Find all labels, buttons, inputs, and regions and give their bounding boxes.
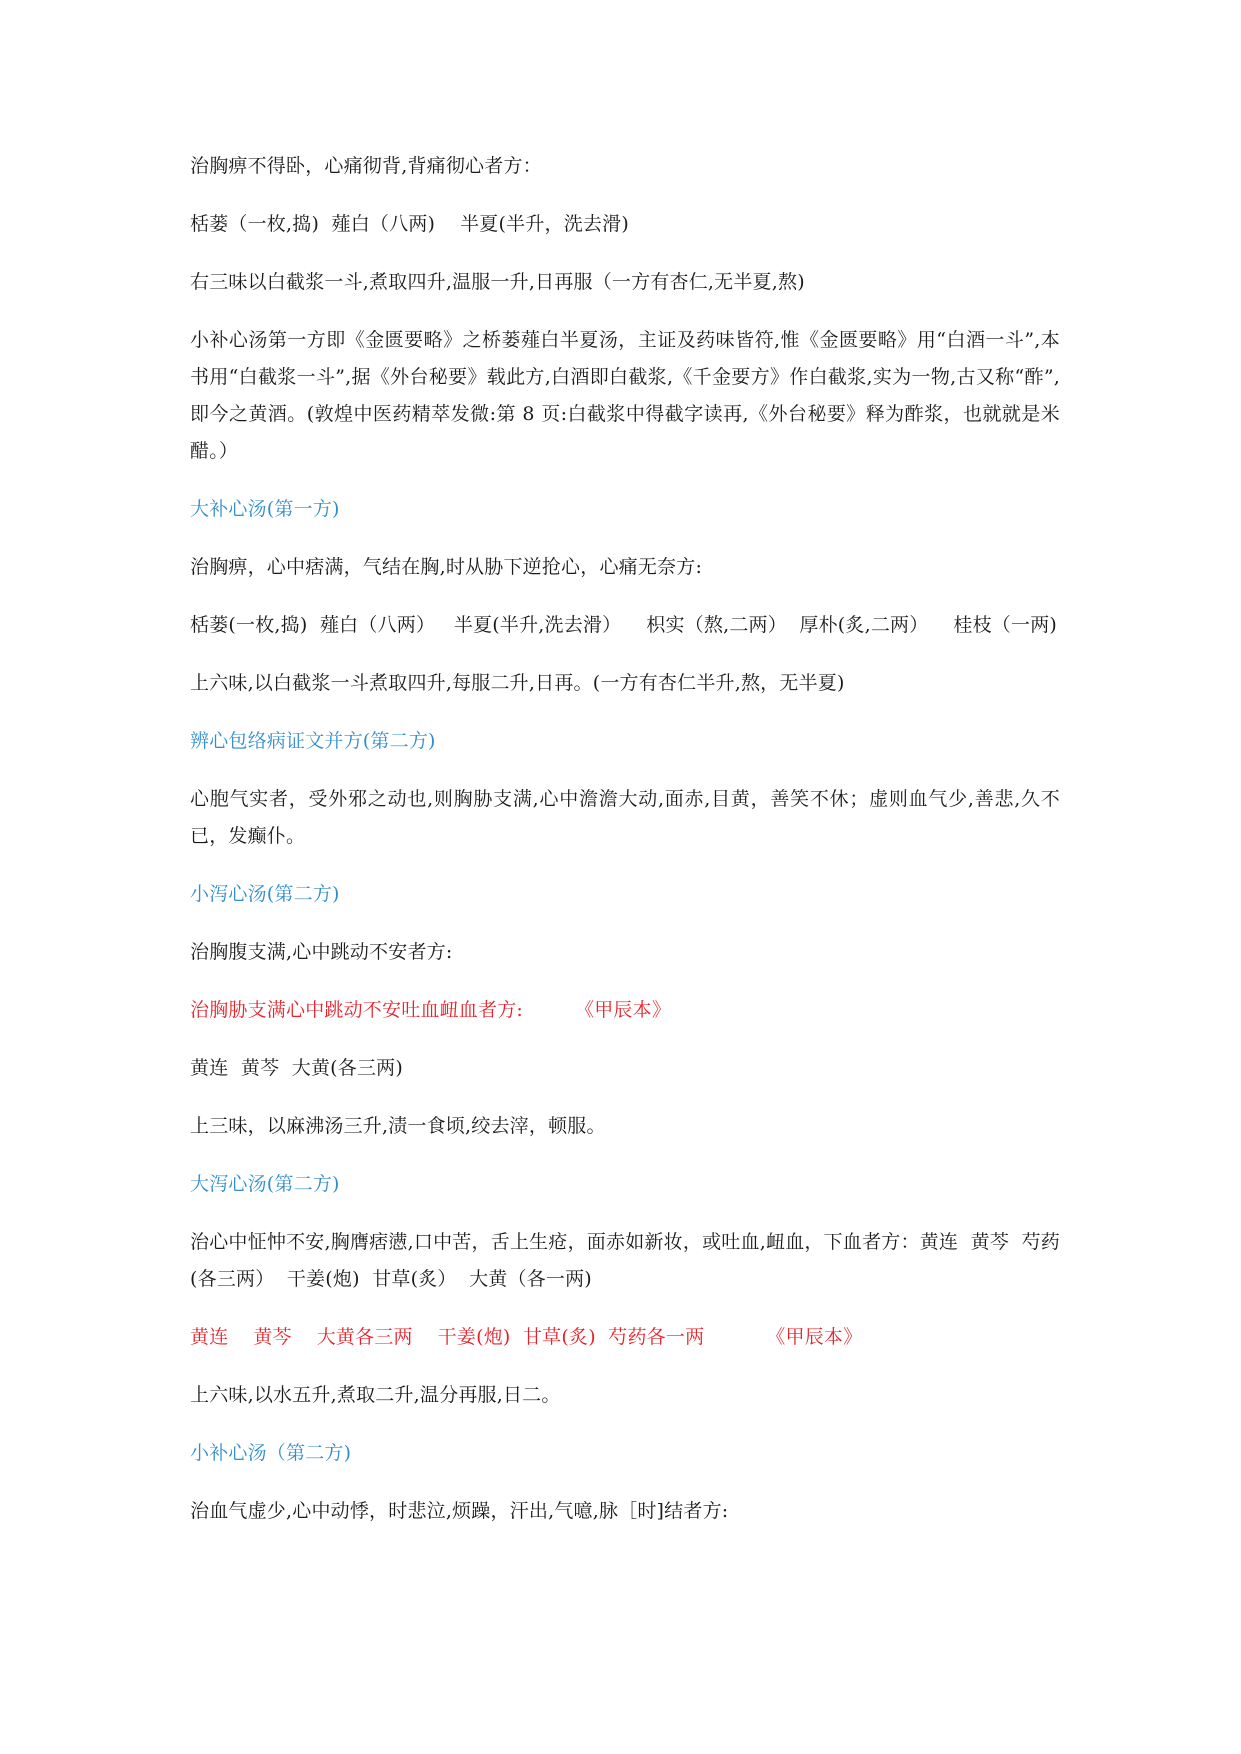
document-page <box>190 148 1060 1551</box>
paragraph-10: 心胞气实者，受外邪之动也,则胸胁支满,心中澹澹大动,面赤,目黄，善笑不休；虚则血气少,善悲,久不已，发癫仆。 <box>190 788 1060 847</box>
variant-source: 《甲辰本》 <box>575 999 672 1021</box>
variant-note-2 <box>190 1319 1060 1356</box>
section-heading-dabuxin: 大补心汤(第一方) <box>190 498 340 520</box>
paragraph-8: 上六味,以白截浆一斗煮取四升,每服二升,日再。(一方有杏仁半升,熬，无半夏) <box>190 672 845 694</box>
section-heading-daxiexin: 大泻心汤(第二方) <box>190 1173 340 1195</box>
paragraph-15: 上三味，以麻沸汤三升,渍一食顷,绞去滓，顿服。 <box>190 1115 606 1137</box>
paragraph-4: 小补心汤第一方即《金匮要略》之桥蒌薤白半夏汤，主证及药味皆符,惟《金匮要略》用“白酒一斗”,本书用“白截浆一斗”,据《外台秘要》载此方,白酒即白截浆,《千金要方》作白截浆,实为一物,古又称“酢”,即今之黄酒。(敦煌中医药精萃发微:第 8 页:白截浆中得截字读再,《外台秘要》释为酢浆，也就就是米醋。） <box>190 329 1060 462</box>
paragraph-19: 上六味,以水五升,煮取二升,温分再服,日二。 <box>190 1384 561 1406</box>
paragraph-14: 黄连 黄芩 大黄(各三两) <box>190 1057 403 1079</box>
paragraph-6: 治胸痹，心中痞满，气结在胸,时从胁下逆抢心，心痛无奈方: <box>190 556 703 578</box>
variant-source: 《甲辰本》 <box>766 1326 863 1348</box>
variant-note-text: 黄连 黄芩 大黄各三两 干姜(炮) 甘草(炙) 芍药各一两 <box>190 1326 705 1348</box>
variant-note-text: 治胸胁支满心中跳动不安吐血衄血者方: <box>190 999 524 1021</box>
paragraph-12: 治胸腹支满,心中跳动不安者方: <box>190 941 453 963</box>
paragraph-2: 栝蒌（一枚,捣) 薤白（八两) 半夏(半升，洗去滑) <box>190 213 629 235</box>
paragraph-21: 治血气虚少,心中动悸，时悲泣,烦躁，汗出,气噫,脉［时]结者方: <box>190 1500 729 1522</box>
paragraph-17: 治心中怔忡不安,胸膺痞懑,口中苦，舌上生疮，面赤如新妆，或吐血,衄血，下血者方：黄连 黄芩 芍药(各三两） 干姜(炮) 甘草(炙） 大黄（各一两) <box>190 1231 1060 1290</box>
section-heading-xiaoxiexin: 小泻心汤(第二方) <box>190 883 340 905</box>
variant-note-1 <box>190 992 1060 1029</box>
paragraph-7: 栝蒌(一枚,捣) 薤白（八两） 半夏(半升,洗去滑） 枳实（熬,二两） 厚朴(炙,二两） 桂枝（一两) <box>190 614 1058 636</box>
paragraph-1: 治胸痹不得卧，心痛彻背,背痛彻心者方： <box>190 155 542 177</box>
paragraph-3: 右三味以白截浆一斗,煮取四升,温服一升,日再服（一方有杏仁,无半夏,熬) <box>190 271 805 293</box>
section-heading-bianxinbaoluo: 辨心包络病证文并方(第二方) <box>190 730 436 752</box>
section-heading-xiaobuxin: 小补心汤（第二方) <box>190 1442 352 1464</box>
